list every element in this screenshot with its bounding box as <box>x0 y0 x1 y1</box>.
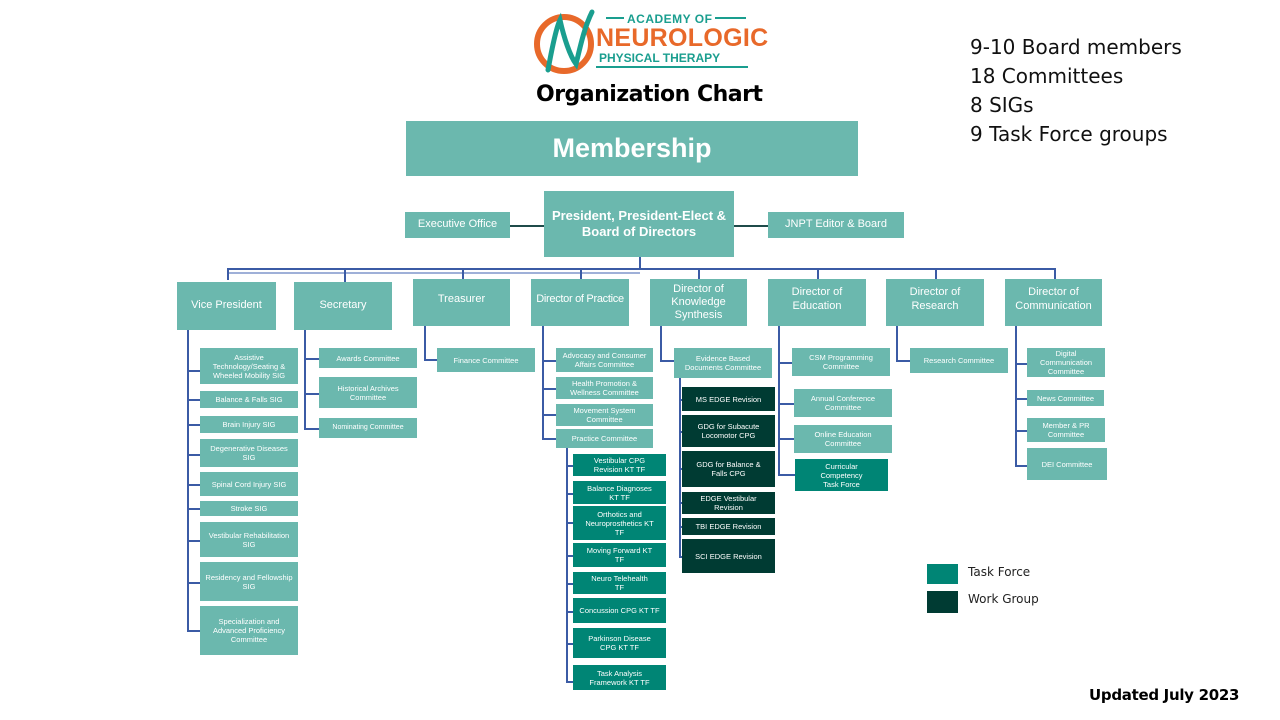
stat-committees: 18 Committees <box>970 64 1124 88</box>
board-box: President, President-Elect & Board of Directors <box>544 191 734 257</box>
officer-director-practice: Director of Practice <box>531 279 629 326</box>
secretary-item: Historical Archives Committee <box>319 377 417 408</box>
knowledge-work-group: GDG for Balance & Falls CPG <box>682 451 775 487</box>
practice-task-force: Task Analysis Framework KT TF <box>573 665 666 690</box>
practice-item: Movement System Committee <box>556 404 653 426</box>
vp-item: Brain Injury SIG <box>200 416 298 433</box>
practice-task-force: Concussion CPG KT TF <box>573 598 666 623</box>
legend-task-force-swatch <box>927 564 958 584</box>
knowledge-work-group: EDGE Vestibular Revision <box>682 492 775 514</box>
stat-board-members: 9-10 Board members <box>970 35 1182 59</box>
knowledge-work-group: GDG for Subacute Locomotor CPG <box>682 415 775 447</box>
vp-item: Balance & Falls SIG <box>200 391 298 408</box>
practice-item: Advocacy and Consumer Affairs Committee <box>556 348 653 372</box>
legend-task-force-label: Task Force <box>968 565 1031 579</box>
secretary-item: Awards Committee <box>319 348 417 368</box>
officer-treasurer: Treasurer <box>413 279 510 326</box>
education-item: Annual Conference Committee <box>794 389 892 417</box>
knowledge-work-group: MS EDGE Revision <box>682 387 775 411</box>
practice-task-force: Balance Diagnoses KT TF <box>573 481 666 504</box>
practice-task-force: Neuro Telehealth TF <box>573 572 666 594</box>
officer-secretary: Secretary <box>294 282 392 330</box>
officer-director-research: Director of Research <box>886 279 984 326</box>
communication-item: Digital Communication Committee <box>1027 348 1105 377</box>
logo-n-ring-icon <box>530 8 600 76</box>
education-task-force: Curricular Competency Task Force <box>795 459 888 491</box>
secretary-item: Nominating Committee <box>319 418 417 438</box>
practice-item: Practice Committee <box>556 429 653 448</box>
vp-item: Vestibular Rehabilitation SIG <box>200 522 298 557</box>
practice-task-force: Vestibular CPG Revision KT TF <box>573 454 666 476</box>
vp-item: Assistive Technology/Seating & Wheeled Mobility SIG <box>200 348 298 384</box>
executive-office-box: Executive Office <box>405 212 510 238</box>
knowledge-work-group: TBI EDGE Revision <box>682 518 775 535</box>
communication-item: Member & PR Committee <box>1027 418 1105 442</box>
communication-item: DEI Committee <box>1027 448 1107 480</box>
logo-line1: ACADEMY OF <box>624 12 715 26</box>
legend-work-group-label: Work Group <box>968 592 1039 606</box>
practice-task-force: Moving Forward KT TF <box>573 543 666 567</box>
knowledge-work-group: SCI EDGE Revision <box>682 539 775 573</box>
officer-director-education: Director of Education <box>768 279 866 326</box>
education-item: Online Education Committee <box>794 425 892 453</box>
legend-work-group-swatch <box>927 591 958 613</box>
stat-sigs: 8 SIGs <box>970 93 1034 117</box>
vp-item: Residency and Fellowship SIG <box>200 562 298 601</box>
research-item: Research Committee <box>910 348 1008 373</box>
communication-item: News Committee <box>1027 390 1104 406</box>
chart-title: Organization Chart <box>536 82 763 107</box>
updated-date: Updated July 2023 <box>1089 686 1240 704</box>
logo <box>530 8 769 76</box>
officer-director-knowledge: Director of Knowledge Synthesis <box>650 279 747 326</box>
vp-item: Spinal Cord Injury SIG <box>200 472 298 496</box>
stat-task-forces: 9 Task Force groups <box>970 122 1168 146</box>
officer-director-communication: Director of Communication <box>1005 279 1102 326</box>
officer-vice-president: Vice President <box>177 282 276 330</box>
education-item: CSM Programming Committee <box>792 348 890 376</box>
vp-item: Stroke SIG <box>200 501 298 516</box>
jnpt-box: JNPT Editor & Board <box>768 212 904 238</box>
knowledge-item: Evidence Based Documents Committee <box>674 348 772 378</box>
vp-item: Degenerative Diseases SIG <box>200 439 298 467</box>
logo-line3: PHYSICAL THERAPY <box>599 51 721 65</box>
vp-item: Specialization and Advanced Proficiency Committee <box>200 606 298 655</box>
treasurer-item: Finance Committee <box>437 348 535 372</box>
practice-task-force: Parkinson Disease CPG KT TF <box>573 628 666 658</box>
practice-item: Health Promotion & Wellness Committee <box>556 377 653 399</box>
logo-line2: NEUROLOGIC <box>596 24 769 52</box>
practice-task-force: Orthotics and Neuroprosthetics KT TF <box>573 506 666 540</box>
membership-box: Membership <box>406 121 858 176</box>
